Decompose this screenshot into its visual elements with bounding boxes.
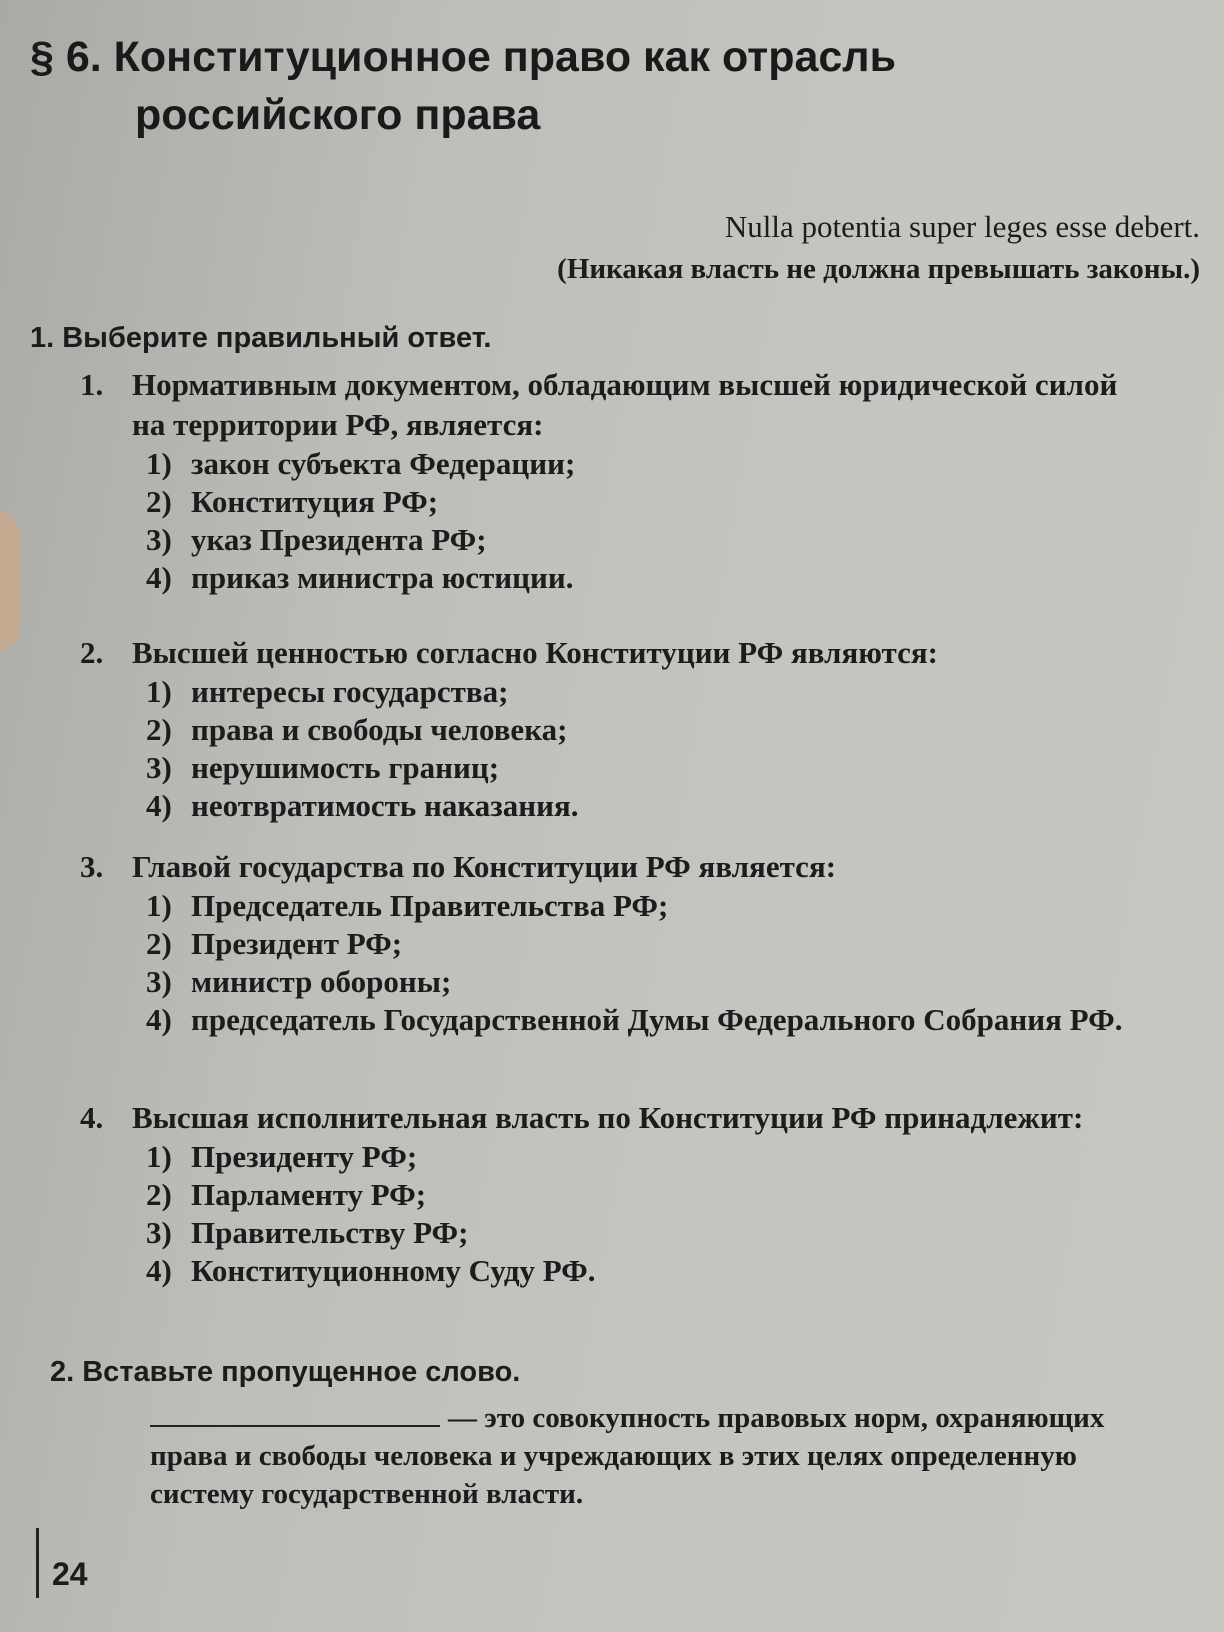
option[interactable]: 3) указ Президента РФ; xyxy=(146,522,487,557)
section-title-line2: российского права xyxy=(135,91,541,139)
question-4 xyxy=(80,1098,1140,1290)
option[interactable]: 2) Парламенту РФ; xyxy=(146,1177,427,1212)
fill-in-sentence xyxy=(150,1397,1150,1513)
option[interactable]: 4) неотвратимость наказания. xyxy=(146,788,579,823)
task1-heading: 1. Выберите правильный ответ. xyxy=(30,322,492,354)
fill-in-text: — это совокупность правовых норм, охраняющих права и свободы человека и учреждающих в этих целях определенную систему государственной власти. xyxy=(150,1402,1105,1510)
option[interactable]: 4) приказ министра юстиции. xyxy=(146,560,574,595)
question-1 xyxy=(80,365,1140,597)
question-text: Главой государства по Конституции РФ является: xyxy=(132,849,837,884)
options-list xyxy=(80,1138,1140,1290)
question-2 xyxy=(80,633,1140,825)
option[interactable]: 1) интересы государства; xyxy=(146,674,509,709)
option[interactable]: 3) нерушимость границ; xyxy=(146,750,500,785)
option[interactable]: 1) закон субъекта Федерации; xyxy=(146,446,576,481)
question-number: 3. xyxy=(80,849,104,884)
section-title-line1: § 6. Конституционное право как отрасль xyxy=(30,33,897,81)
option[interactable]: 1) Председатель Правительства РФ; xyxy=(146,888,669,923)
section-title xyxy=(30,28,1180,144)
option[interactable]: 2) права и свободы человека; xyxy=(146,712,568,747)
option[interactable]: 2) Президент РФ; xyxy=(146,926,403,961)
option[interactable]: 2) Конституция РФ; xyxy=(146,484,439,519)
option[interactable]: 4) председатель Государственной Думы Федерального Собрания РФ. xyxy=(146,1002,1123,1037)
option[interactable]: 4) Конституционному Суду РФ. xyxy=(146,1253,596,1288)
thumb-shadow xyxy=(0,510,20,650)
question-text: Высшей ценностью согласно Конституции РФ являются: xyxy=(132,635,938,670)
epigraph xyxy=(400,206,1200,290)
options-list xyxy=(80,445,1140,597)
question-text: Высшая исполнительная власть по Конституции РФ принадлежит: xyxy=(132,1100,1084,1135)
options-list xyxy=(80,673,1140,825)
option[interactable]: 3) министр обороны; xyxy=(146,964,452,999)
epigraph-russian: (Никакая власть не должна превышать законы.) xyxy=(557,253,1200,285)
blank-answer-field[interactable] xyxy=(150,1397,440,1427)
question-3 xyxy=(80,847,1140,1039)
task2-heading: 2. Вставьте пропущенное слово. xyxy=(50,1356,521,1388)
options-list xyxy=(80,887,1140,1039)
page-margin-line xyxy=(36,1528,39,1598)
question-number: 2. xyxy=(80,635,104,670)
epigraph-latin: Nulla potentia super leges esse debert. xyxy=(724,209,1200,244)
question-text: Нормативным документом, обладающим высшей юридической силой на территории РФ, является: xyxy=(132,367,1118,442)
option[interactable]: 3) Правительству РФ; xyxy=(146,1215,469,1250)
page-number: 24 xyxy=(52,1556,88,1592)
option[interactable]: 1) Президенту РФ; xyxy=(146,1139,418,1174)
question-number: 4. xyxy=(80,1100,104,1135)
question-number: 1. xyxy=(80,367,104,402)
